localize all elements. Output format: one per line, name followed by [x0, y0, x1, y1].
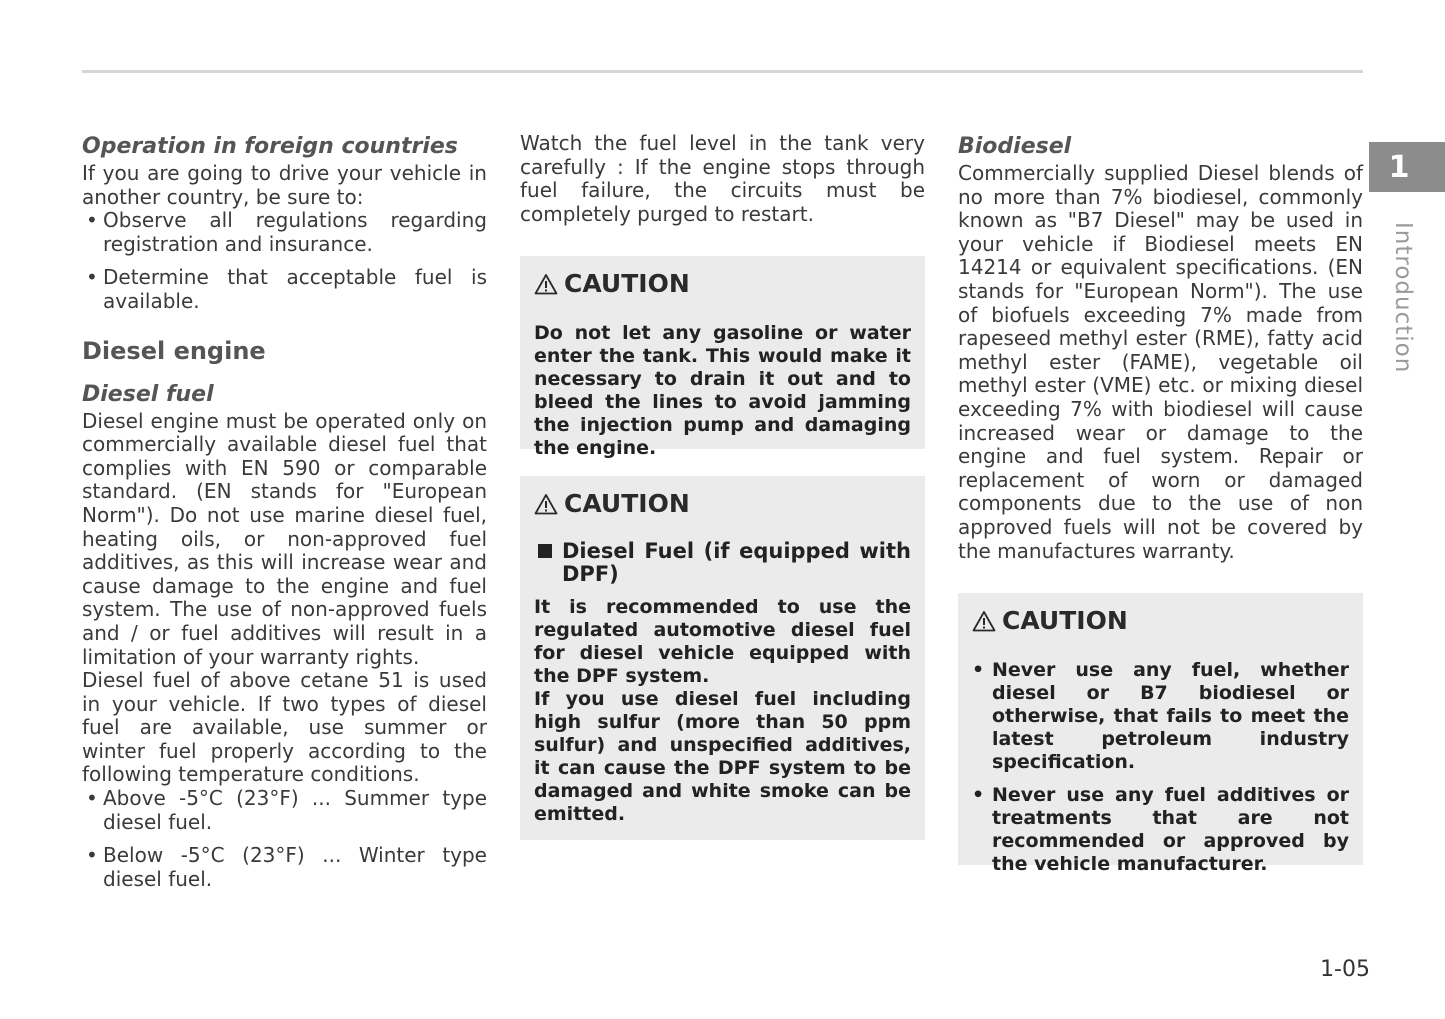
caution-text: It is recommended to use the regulated automotive diesel fuel for diesel vehicle equipped with the DPF system. [534, 596, 911, 687]
temperature-bullet: • Above -5°C (23°F) ... Summer type diesel fuel. [82, 787, 487, 834]
foreign-intro: If you are going to drive your vehicle in another country, be sure to: [82, 161, 487, 209]
caution-box-dpf [520, 476, 925, 840]
caution-heading [972, 603, 1349, 639]
caution-label: CAUTION [1002, 606, 1128, 635]
caution-text: If you use diesel fuel including high sulfur (more than 50 ppm sulfur) and unspecified additives, it can cause the DPF system to be damaged and white smoke can be emitted. [534, 688, 911, 825]
biodiesel-text: Commercially supplied Diesel blends of no more than 7% biodiesel, commonly known as "B7 Diesel" may be used in your vehicle if Biodiesel meets EN 14214 or equivalent specifications. (EN stands for "European Norm"). The use of biofuels exceeding 7% made from rapeseed methyl ester (RME), fatty acid methyl ester (FAME), vegetable oil methyl ester (VME) etc. or mixing diesel exceeding 7% with biodiesel will cause increased wear or damage to the engine and fuel system. Repair or replacement of worn or damaged components due to the use of non approved fuels will not be covered by the manufactures warranty. [958, 161, 1363, 563]
foreign-bullet: • Observe all regulations regarding registration and insurance. [82, 209, 487, 256]
column-right [958, 132, 1363, 563]
chapter-side-label-text: Introduction [1390, 222, 1416, 374]
column-left [82, 132, 487, 891]
foreign-bullet: • Determine that acceptable fuel is available. [82, 266, 487, 313]
chapter-tab: 1 [1369, 142, 1445, 192]
temperature-bullet: • Below -5°C (23°F) ... Winter type diesel fuel. [82, 844, 487, 891]
page-number: 1-05 [1320, 957, 1370, 982]
caution-label: CAUTION [564, 269, 690, 298]
diesel-engine-heading: Diesel engine [82, 336, 266, 365]
top-rule [82, 70, 1363, 73]
caution-bullet: • Never use any fuel additives or treatments that are not recommended or approved by the vehicle manufacturer. [972, 784, 1349, 876]
caution-text: Do not let any gasoline or water enter the tank. This would make it necessary to drain it out and to bleed the lines to avoid jamming the injection pump and damaging the engine. [534, 322, 911, 459]
dpf-subheading [534, 540, 911, 586]
foreign-heading: Operation in foreign countries [82, 134, 458, 159]
dpf-subheading-text: Diesel Fuel (if equipped with DPF) [562, 539, 911, 586]
chapter-side-label [1386, 222, 1420, 374]
square-bullet-icon [538, 544, 552, 558]
diesel-fuel-para: Diesel fuel of above cetane 51 is used in your vehicle. If two types of diesel fuel are available, use summer or winter fuel properly according to the following temperature conditions. [82, 668, 487, 787]
caution-label: CAUTION [564, 489, 690, 518]
caution-heading [534, 266, 911, 302]
watch-fuel-text: Watch the fuel level in the tank very carefully : If the engine stops through fuel failure, the circuits must be completely purged to restart. [520, 131, 925, 226]
warning-icon [534, 273, 558, 295]
diesel-fuel-para: Diesel engine must be operated only on commercially available diesel fuel that complies with EN 590 or comparable standard. (EN stands for "European Norm"). Do not use marine diesel fuel, heating oils, or non-approved fuel additives, as this will increase wear and cause damage to the engine and fuel system. The use of non-approved fuels and / or fuel additives will result in a limitation of your warranty rights. [82, 408, 487, 669]
column-middle [520, 132, 925, 226]
biodiesel-heading: Biodiesel [958, 134, 1072, 159]
warning-icon [534, 493, 558, 515]
caution-box-water [520, 256, 925, 459]
caution-box-fuel [958, 593, 1363, 875]
warning-icon [972, 610, 996, 632]
caution-heading [534, 486, 911, 522]
caution-bullet: • Never use any fuel, whether diesel or B7 biodiesel or otherwise, that fails to meet the latest petroleum industry specification. [972, 659, 1349, 774]
diesel-fuel-heading: Diesel fuel [82, 381, 214, 407]
